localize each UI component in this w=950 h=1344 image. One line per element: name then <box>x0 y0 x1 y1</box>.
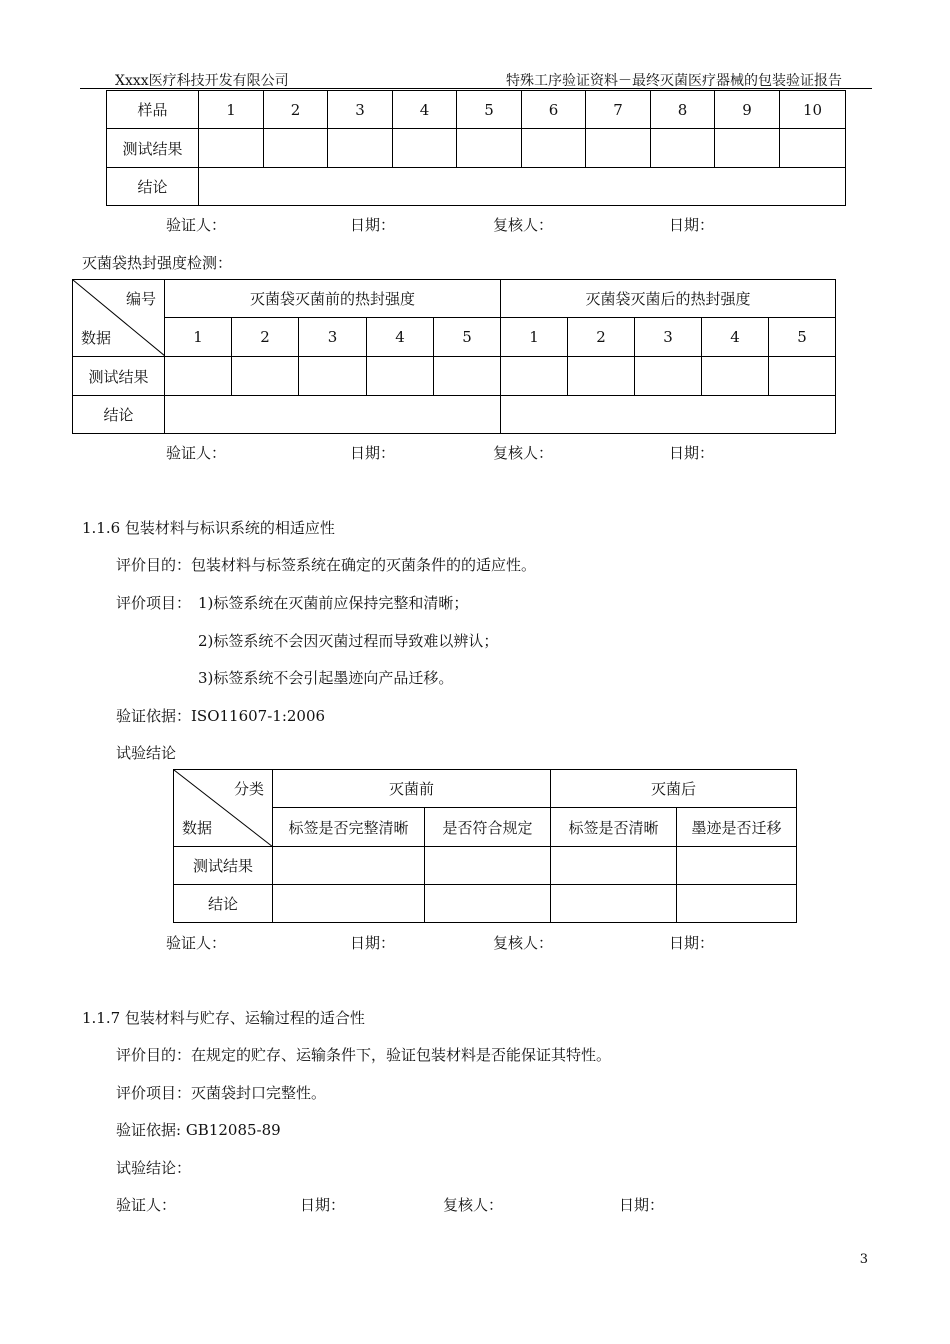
section-117-purpose: 评价目的：在规定的贮存、运输条件下，验证包装材料是否能保证其特性。 <box>116 1046 612 1064</box>
heat-conclusion-before-cell[interactable] <box>165 396 501 434</box>
heat-result-cell[interactable] <box>501 357 568 396</box>
sig3-reviewer: 复核人： <box>493 934 554 952</box>
sig2-date: 日期： <box>350 444 396 462</box>
section-116-conclusion-label: 试验结论 <box>116 744 177 762</box>
heat-group-after: 灭菌袋灭菌后的热封强度 <box>501 280 836 318</box>
heat-seal-table <box>72 279 836 434</box>
sig3-date2: 日期： <box>669 934 715 952</box>
sample-result-cell[interactable] <box>393 129 457 168</box>
heat-group-before: 灭菌袋灭菌前的热封强度 <box>165 280 501 318</box>
heat-result-cell[interactable] <box>367 357 434 396</box>
heat-result-cell[interactable] <box>232 357 299 396</box>
label-conclusion-cell[interactable] <box>551 885 677 923</box>
heat-conclusion-after-cell[interactable] <box>501 396 836 434</box>
section-116-item-2: 2)标签系统不会因灭菌过程而导致难以辨认； <box>198 632 499 650</box>
label-conclusion-label: 结论 <box>174 885 273 923</box>
heat-col: 1 <box>501 318 568 357</box>
sample-result-cell[interactable] <box>457 129 522 168</box>
heat-result-cell[interactable] <box>299 357 367 396</box>
sample-col-3: 3 <box>328 91 393 129</box>
label-group-after: 灭菌后 <box>551 770 797 808</box>
section-117-basis: 验证依据: GB12085-89 <box>116 1121 281 1139</box>
header-rule <box>80 88 872 89</box>
heat-diag-bottom: 数据 <box>81 329 112 347</box>
label-subheader: 标签是否清晰 <box>551 808 677 847</box>
sig4-verifier: 验证人： <box>116 1196 177 1214</box>
label-result-cell[interactable] <box>273 847 425 885</box>
heat-diag-top: 编号 <box>125 290 156 308</box>
sample-result-cell[interactable] <box>715 129 780 168</box>
sig4-reviewer: 复核人： <box>443 1196 504 1214</box>
label-diag-top: 分类 <box>233 780 264 798</box>
heat-col: 4 <box>367 318 434 357</box>
header-doc-title: 特殊工序验证资料－最终灭菌医疗器械的包装验证报告 <box>506 73 842 89</box>
label-result-label: 测试结果 <box>174 847 273 885</box>
label-conclusion-cell[interactable] <box>425 885 551 923</box>
heat-col: 2 <box>568 318 635 357</box>
sig2-verifier: 验证人： <box>166 444 227 462</box>
page-number: 3 <box>859 1252 868 1267</box>
sample-col-5: 5 <box>457 91 522 129</box>
heat-col: 5 <box>434 318 501 357</box>
label-diagonal-header <box>174 770 273 847</box>
section-117-conclusion: 试验结论： <box>116 1159 192 1177</box>
label-subheader: 墨迹是否迁移 <box>677 808 797 847</box>
sample-table <box>106 90 846 206</box>
heat-result-cell[interactable] <box>434 357 501 396</box>
sig3-verifier: 验证人： <box>166 934 227 952</box>
sample-result-cell[interactable] <box>264 129 328 168</box>
heat-col: 3 <box>635 318 702 357</box>
heat-col: 3 <box>299 318 367 357</box>
sample-result-cell[interactable] <box>328 129 393 168</box>
sig2-date2: 日期： <box>669 444 715 462</box>
sample-result-cell[interactable] <box>522 129 586 168</box>
heat-result-label: 测试结果 <box>73 357 165 396</box>
sig1-reviewer: 复核人： <box>493 216 554 234</box>
section-117-items: 评价项目：灭菌袋封口完整性。 <box>116 1084 327 1102</box>
heat-col: 2 <box>232 318 299 357</box>
sig4-date2: 日期： <box>619 1196 665 1214</box>
label-conclusion-cell[interactable] <box>273 885 425 923</box>
section-116-basis: 验证依据：ISO11607-1:2006 <box>116 707 326 725</box>
sample-result-cell[interactable] <box>780 129 846 168</box>
sample-col-2: 2 <box>264 91 328 129</box>
sample-col-4: 4 <box>393 91 457 129</box>
heat-col: 5 <box>769 318 836 357</box>
section-116-purpose: 评价目的：包装材料与标签系统在确定的灭菌条件的的适应性。 <box>116 556 537 574</box>
sample-col-1: 1 <box>199 91 264 129</box>
label-group-before: 灭菌前 <box>273 770 551 808</box>
sample-col-7: 7 <box>586 91 651 129</box>
heat-conclusion-label: 结论 <box>73 396 165 434</box>
heat-col: 1 <box>165 318 232 357</box>
sample-conclusion-cell[interactable] <box>199 168 846 206</box>
sample-col-8: 8 <box>651 91 715 129</box>
heat-result-cell[interactable] <box>635 357 702 396</box>
section-116-item-3: 3)标签系统不会引起墨迹向产品迁移。 <box>198 669 454 687</box>
label-subheader: 标签是否完整清晰 <box>273 808 425 847</box>
sig3-date: 日期： <box>350 934 396 952</box>
sample-col-6: 6 <box>522 91 586 129</box>
label-result-cell[interactable] <box>677 847 797 885</box>
sample-result-cell[interactable] <box>199 129 264 168</box>
heat-result-cell[interactable] <box>165 357 232 396</box>
label-result-cell[interactable] <box>551 847 677 885</box>
label-conclusion-cell[interactable] <box>677 885 797 923</box>
sig1-date: 日期： <box>350 216 396 234</box>
sig1-verifier: 验证人： <box>166 216 227 234</box>
sample-conclusion-label: 结论 <box>107 168 199 206</box>
label-system-table <box>173 769 797 923</box>
heat-result-cell[interactable] <box>702 357 769 396</box>
label-result-cell[interactable] <box>425 847 551 885</box>
sample-result-cell[interactable] <box>586 129 651 168</box>
heat-diagonal-header <box>73 280 165 357</box>
label-subheader: 是否符合规定 <box>425 808 551 847</box>
label-diag-bottom: 数据 <box>182 819 213 837</box>
sample-col-10: 10 <box>780 91 846 129</box>
sample-result-label: 测试结果 <box>107 129 199 168</box>
section-116-item-1: 1)标签系统在灭菌前应保持完整和清晰； <box>198 594 469 612</box>
sample-result-cell[interactable] <box>651 129 715 168</box>
section-117-heading: 1.1.7 包装材料与贮存、运输过程的适合性 <box>82 1009 365 1027</box>
heat-section-title: 灭菌袋热封强度检测： <box>82 254 233 272</box>
sig1-date2: 日期： <box>669 216 715 234</box>
heat-result-cell[interactable] <box>769 357 836 396</box>
sample-header-label: 样品 <box>107 91 199 129</box>
heat-result-cell[interactable] <box>568 357 635 396</box>
header-company: Xxxx医疗科技开发有限公司 <box>115 73 289 89</box>
sig2-reviewer: 复核人： <box>493 444 554 462</box>
sig4-date: 日期： <box>300 1196 346 1214</box>
sample-col-9: 9 <box>715 91 780 129</box>
heat-col: 4 <box>702 318 769 357</box>
section-116-heading: 1.1.6 包装材料与标识系统的相适应性 <box>82 519 335 537</box>
section-116-items-label: 评价项目： <box>116 594 192 612</box>
